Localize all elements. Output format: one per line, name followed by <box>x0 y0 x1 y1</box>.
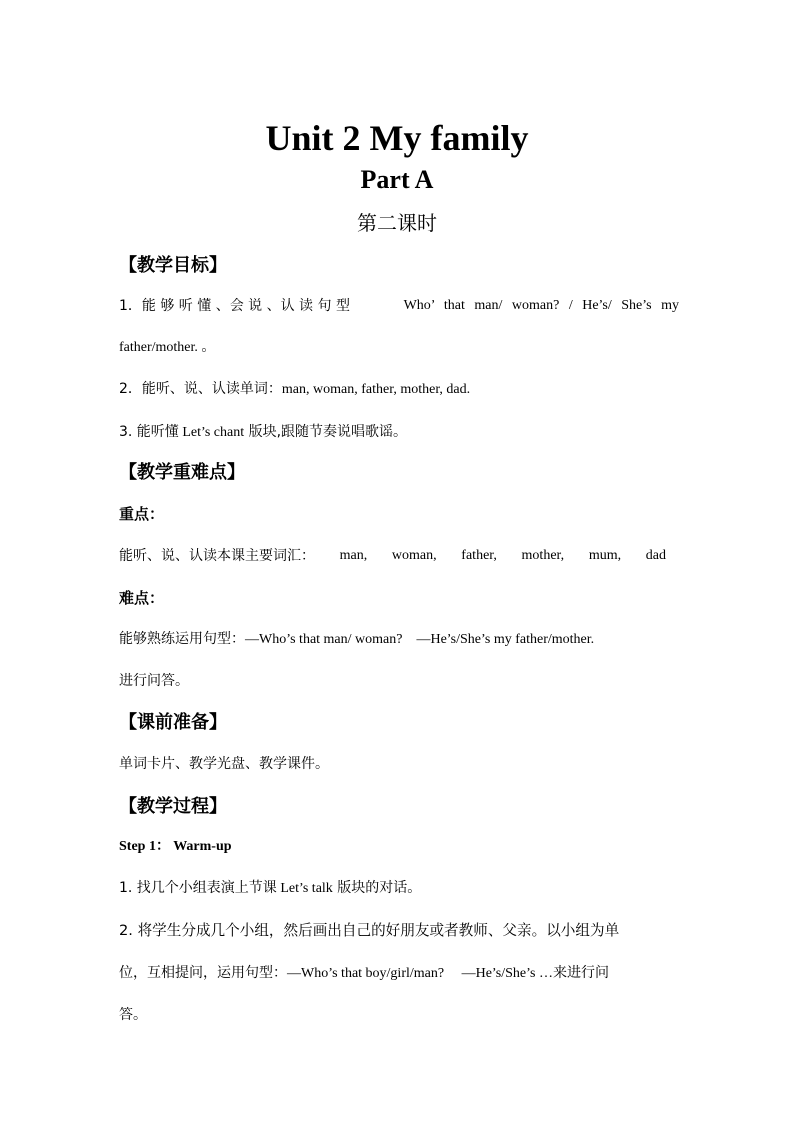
process-item-1-en: Let’s talk <box>280 881 333 896</box>
goal-item-2-prefix: 2．能听、说、认读单词： <box>119 381 282 397</box>
focus-prefix: 能听、说、认读本课主要词汇： <box>119 548 315 564</box>
focus-word: mum, <box>588 548 622 563</box>
process-item-2-en: —Who’s that boy/girl/man? —He’s/She’s … <box>287 966 553 981</box>
process-item-1-prefix: 1. 找几个小组表演上节课 <box>119 880 277 896</box>
focus-words-line <box>119 545 666 567</box>
difficulty-line-2: 进行问答。 <box>119 673 189 689</box>
goal-item-1-line-2: father/mother. 。 <box>119 340 216 355</box>
focus-label: 重点： <box>119 505 165 523</box>
focus-word: man, <box>339 548 368 563</box>
process-item-2-line-3: 答。 <box>119 1007 147 1023</box>
process-item-2-line-1: 2. 将学生分成几个小组，然后画出自己的好朋友或者教师、父亲。以小组为单 <box>119 922 620 939</box>
process-item-1 <box>119 877 679 900</box>
process-item-1-suffix: 版块的对话。 <box>332 880 422 896</box>
focus-word: dad <box>645 548 666 563</box>
goal-item-1-en: Who’ that man/ woman? / He’s/ She’s my <box>403 298 679 313</box>
prep-text: 单词卡片、教学光盘、教学课件。 <box>119 756 329 772</box>
difficulty-prefix: 能够熟练运用句型： <box>119 631 245 647</box>
section-heading-process: 【教学过程】 <box>119 796 227 817</box>
goal-item-3-suffix: 版块,跟随节奏说唱歌谣。 <box>244 424 408 440</box>
lesson-label: 第二课时 <box>357 211 437 235</box>
goal-item-3 <box>119 421 679 444</box>
section-heading-goals: 【教学目标】 <box>119 255 227 276</box>
process-item-2-line-2 <box>119 962 679 985</box>
document-title: Unit 2 My family <box>265 118 529 158</box>
section-heading-prep: 【课前准备】 <box>119 712 227 733</box>
goal-item-2 <box>119 378 679 401</box>
focus-word: mother, <box>521 548 565 563</box>
goal-item-2-en: man, woman, father, mother, dad. <box>281 382 471 397</box>
step-1-label: Step 1： Warm-up <box>119 839 232 854</box>
difficulty-label: 难点： <box>119 589 165 607</box>
section-heading-keypoints: 【教学重难点】 <box>119 462 245 483</box>
process-item-2-suffix: 来进行问 <box>552 965 609 981</box>
goal-item-3-en: Let’s chant <box>182 425 245 440</box>
goal-item-1-prefix: 1．能 够 听 懂 、会 说 、认 读 句 型 <box>119 298 350 314</box>
document-subtitle: Part A <box>360 165 434 194</box>
goal-item-1-line-1 <box>119 295 679 317</box>
difficulty-en: —Who’s that man/ woman? —He’s/She’s my father/mother. <box>245 632 595 647</box>
difficulty-line-1 <box>119 628 679 651</box>
focus-word: father, <box>461 548 497 563</box>
process-item-2-prefix: 位，互相提问，运用句型： <box>119 965 287 981</box>
focus-word: woman, <box>391 548 437 563</box>
goal-item-3-prefix: 3. 能听懂 <box>119 424 179 440</box>
